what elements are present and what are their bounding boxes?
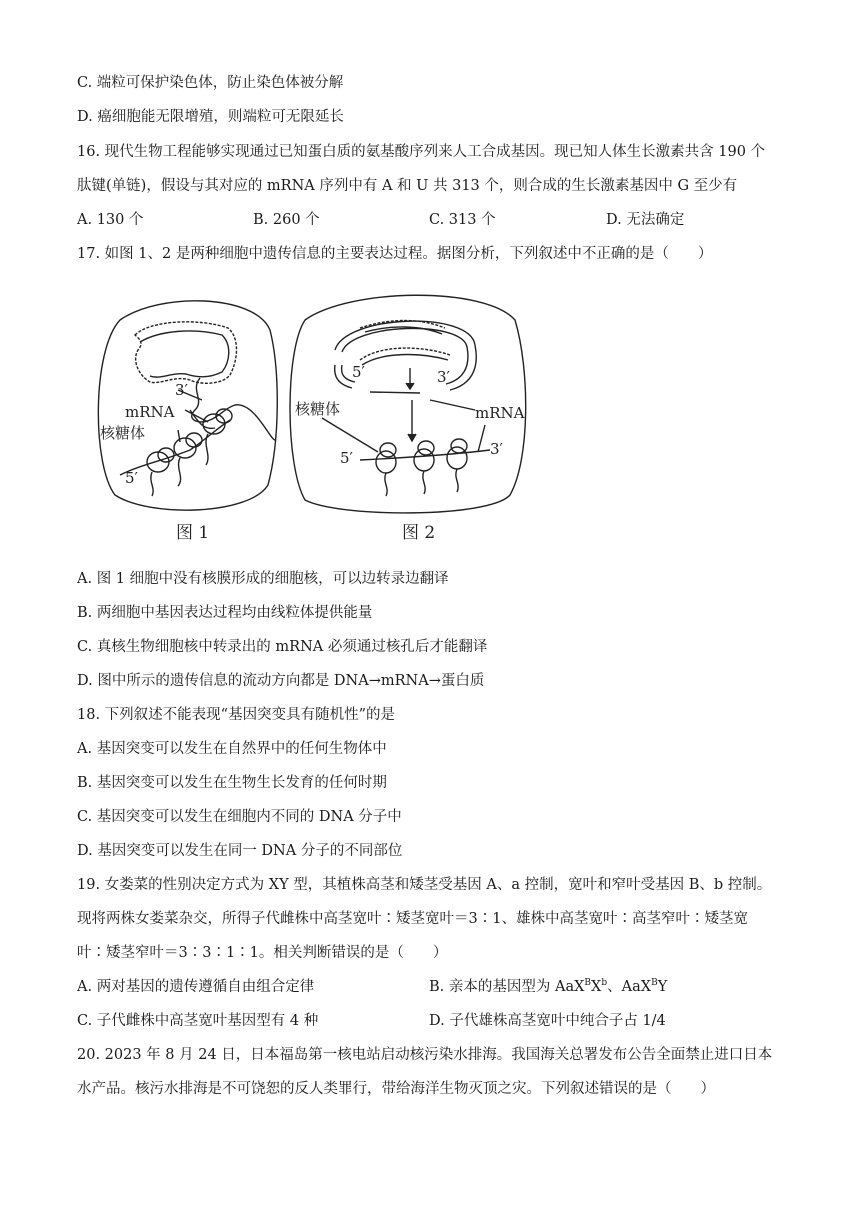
q17-option-c: C. 真核生物细胞核中转录出的 mRNA 必须通过核孔后才能翻译 [77,639,488,655]
q19-option-c: C. 子代雌株中高茎宽叶基因型有 4 种 [77,1013,319,1029]
q16-option-d: D. 无法确定 [606,212,685,228]
q17-stem: 17. 如图 1、2 是两种细胞中遗传信息的主要表达过程。据图分析，下列叙述中不正确的是（ ） [77,246,713,262]
q18-option-d: D. 基因突变可以发生在同一 DNA 分子的不同部位 [77,843,403,859]
q17-option-d: D. 图中所示的遗传信息的流动方向都是 DNA→mRNA→蛋白质 [77,673,485,689]
gene-expression-figure [90,290,530,550]
q17-option-b: B. 两细胞中基因表达过程均由线粒体提供能量 [77,605,373,621]
fig2-label-3prime-nucleus: 3′ [437,368,450,386]
q15-option-d: D. 癌细胞能无限增殖，则端粒可无限延长 [77,109,344,125]
q19-option-d: D. 子代雄株高茎宽叶中纯合子占 1/4 [429,1013,666,1029]
fig2-label-ribosome: 核糖体 [295,400,341,418]
q16-option-a: A. 130 个 [77,212,144,228]
fig1-label-5prime: 5′ [125,469,138,487]
q16-option-c: C. 313 个 [429,212,496,228]
q17-option-a: A. 图 1 细胞中没有核膜形成的细胞核，可以边转录边翻译 [77,571,449,587]
fig2-label-5prime-nucleus: 5′ [352,363,365,381]
figure-1-caption: 图 1 [176,523,210,543]
fig1-label-3prime: 3′ [175,381,188,399]
q19-option-a: A. 两对基因的遗传遵循自由组合定律 [77,979,315,995]
q19-stem-line-3: 叶∶矮茎窄叶＝3∶3∶1∶1。相关判断错误的是（ ） [77,945,448,961]
fig2-label-5prime-cytoplasm: 5′ [340,449,353,467]
fig2-label-3prime-cytoplasm: 3′ [490,440,503,458]
figure-2-caption: 图 2 [402,523,436,543]
q16-option-b: B. 260 个 [253,212,320,228]
q19-option-b: B. 亲本的基因型为 $AaX^BX^b$、AaX$^B$Y [429,978,668,995]
q20-stem-line-2: 水产品。核污水排海是不可饶恕的反人类罪行，带给海洋生物灭顶之灾。下列叙述错误的是（ ） [77,1081,715,1097]
q19-stem-line-2: 现将两株女娄菜杂交，所得子代雌株中高茎宽叶∶矮茎宽叶＝3∶1、雄株中高茎宽叶∶高茎窄叶∶矮茎宽 [77,911,748,927]
q18-option-a: A. 基因突变可以发生在自然界中的任何生物体中 [77,741,387,757]
q16-stem-line-1: 16. 现代生物工程能够实现通过已知蛋白质的氨基酸序列来人工合成基因。现已知人体生长激素共含 190 个 [77,144,766,160]
q19-stem-line-1: 19. 女娄菜的性别决定方式为 XY 型，其植株高茎和矮茎受基因 A、a 控制，宽叶和窄叶受基因 B、b 控制。 [77,877,772,893]
q18-option-c: C. 基因突变可以发生在细胞内不同的 DNA 分子中 [77,809,402,825]
fig2-label-mrna: mRNA [475,404,525,422]
q15-option-c: C. 端粒可保护染色体，防止染色体被分解 [77,75,344,91]
q18-stem: 18. 下列叙述不能表现“基因突变具有随机性”的是 [77,707,395,723]
fig1-label-ribosome: 核糖体 [100,424,146,442]
q18-option-b: B. 基因突变可以发生在生物生长发育的任何时期 [77,775,387,791]
fig1-label-mrna: mRNA [125,403,175,421]
q16-stem-line-2: 肽键(单链)，假设与其对应的 mRNA 序列中有 A 和 U 共 313 个，则合成的生长激素基因中 G 至少有 [77,178,738,194]
q20-stem-line-1: 20. 2023 年 8 月 24 日，日本福岛第一核电站启动核污染水排海。我国海关总署发布公告全面禁止进口日本 [77,1047,773,1063]
